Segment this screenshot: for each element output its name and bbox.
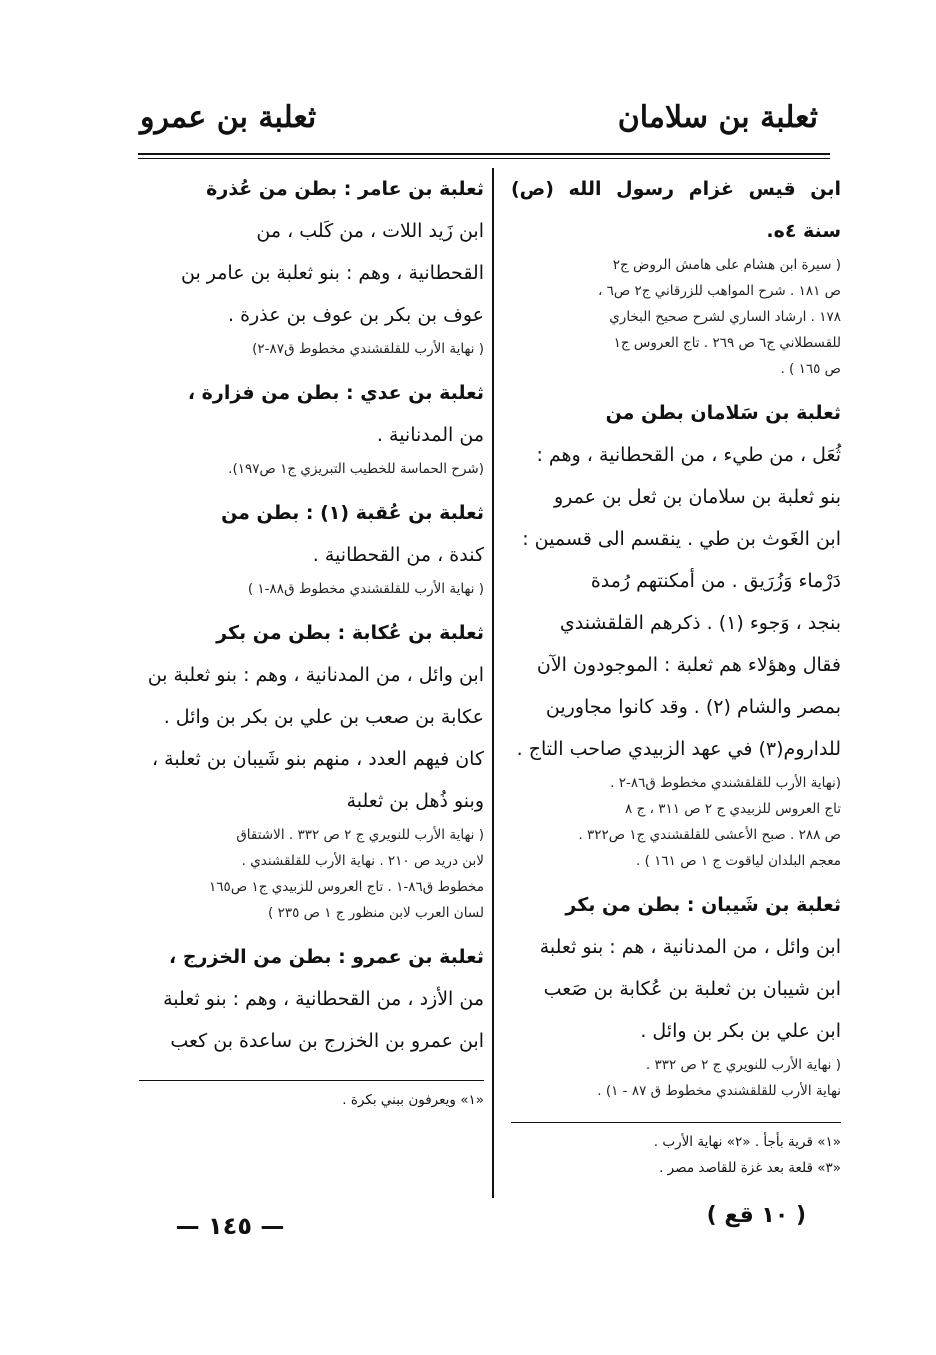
- entry-body-line: بمصر والشام (٢) . وقد كانوا مجاورين: [545, 696, 841, 718]
- entry-body-line: بنو ثعلبة بن سلامان بن ثعل بن عمرو: [553, 486, 841, 508]
- reference-line: ( نهاية الأرب للنويري ج ٢ ص ٣٣٢ .: [645, 1057, 841, 1073]
- entry: [511, 884, 841, 1114]
- entry-body-line: كان فيهم العدد ، منهم بنو شَيبان بن ثعلبة ،: [152, 748, 484, 770]
- reference-line: مخطوط ق٨٦-١ . تاج العروس للزبيدي ج١ ص١٦٥: [209, 879, 484, 895]
- entry-heading-line: ثعلبة بن عامر : بطن من عُذرة: [206, 178, 484, 200]
- entry-heading-line: ثعلبة بن عُكابة : بطن من بكر: [216, 622, 484, 644]
- entry-body-line: ثُعَل ، من طيء ، من القحطانية ، وهم :: [536, 444, 841, 466]
- running-header-right: ثعلبة بن سلامان: [617, 100, 818, 135]
- signature-mark: ( ١٠ قع ): [706, 1203, 806, 1228]
- entry-body-line: كندة ، من القحطانية .: [312, 544, 484, 566]
- running-header-left: ثعلبة بن عمرو: [140, 100, 317, 135]
- entry-body-line: من الأزد ، من القحطانية ، وهم : بنو ثعلبة: [163, 988, 484, 1010]
- entry: [139, 612, 484, 936]
- reference-line: لابن دريد ص ٢١٠ . نهاية الأرب للقلقشندي .: [241, 853, 484, 869]
- entry-body-line: ابن الغَوث بن طي . ينقسم الى قسمين :: [522, 528, 841, 550]
- reference-line: ١٧٨ . ارشاد الساري لشرح صحيح البخاري: [609, 309, 841, 325]
- entry-heading-line: ثعلبة بن عمرو : بطن من الخزرج ،: [169, 946, 484, 968]
- reference-line: ص ١٨١ . شرح المواهب للزرقاني ج٢ ص٦ ،: [597, 283, 841, 299]
- footnote: «٣» قلعة بعد غزة للقاصد مصر .: [659, 1160, 841, 1176]
- reference-line: تاج العروس للزبيدي ج ٢ ص ٣١١ ، ج ٨: [625, 801, 841, 817]
- reference-line: ( نهاية الأرب للقلقشندي مخطوط ق٨٨-١ ): [247, 581, 484, 597]
- header-rule-thin: [138, 158, 830, 159]
- entry-heading-line: ثعلبة بن شَيبان : بطن من بكر: [565, 894, 841, 916]
- entry-body-line: للداروم(٣) في عهد الزبيدي صاحب التاج .: [516, 738, 841, 760]
- entry: [139, 372, 484, 492]
- entry: [511, 392, 841, 884]
- entry: [139, 936, 484, 1072]
- reference-line: للقسطلاني ج٦ ص ٢٦٩ . تاج العروس ج١: [613, 335, 841, 351]
- entry-body-line: عكابة بن صعب بن علي بن بكر بن وائل .: [163, 706, 484, 728]
- entry-body-line: عوف بن بكر بن عوف بن عذرة .: [228, 304, 484, 326]
- footnote: «١» قرية بأجأ . «٢» نهاية الأرب .: [653, 1134, 841, 1150]
- reference-line: نهاية الأرب للقلقشندي مخطوط ق ٨٧ - ١) .: [597, 1083, 841, 1099]
- entry-body-line: ابن عمرو بن الخزرج بن ساعدة بن كعب: [170, 1030, 484, 1052]
- entry-heading-line: ثعلبة بن عُقبة (١) : بطن من: [221, 502, 484, 524]
- entry-heading-line: ابن قيس غزام رسول الله (ص) سنة ٤ه.: [511, 178, 841, 242]
- entry: [139, 492, 484, 612]
- entry-body-line: فقال وهؤلاء هم ثعلبة : الموجودون الآن: [536, 654, 841, 676]
- entry-body-line: ابن وائل ، من المدنانية ، هم : بنو ثعلبة: [539, 936, 841, 958]
- entry-heading-line: ثعلبة بن عدي : بطن من فزارة ،: [187, 382, 484, 404]
- reference-line: ( نهاية الأرب للنويري ج ٢ ص ٣٣٢ . الاشتقاق: [236, 827, 484, 843]
- entry-body-line: ابن شيبان بن ثعلبة بن عُكابة بن صَعب: [543, 978, 841, 1000]
- footnote-rule: [511, 1122, 841, 1123]
- footnote: «١» ويعرفون ببني بكرة .: [342, 1092, 484, 1108]
- column-divider: [492, 168, 494, 1198]
- entry-body-line: ابن زَيد اللات ، من كَلب ، من: [256, 220, 484, 242]
- reference-line: ص ٢٨٨ . صبح الأعشى للقلقشندي ج١ ص٣٢٢ .: [578, 827, 841, 843]
- entry: [139, 168, 484, 372]
- footnote-rule: [139, 1080, 484, 1081]
- reference-line: ( نهاية الأرب للقلقشندي مخطوط ق٨٧-٢): [252, 341, 484, 357]
- reference-line: (شرح الحماسة للخطيب التبريزي ج١ ص١٩٧).: [228, 461, 484, 477]
- right-column: [511, 168, 841, 1181]
- entry-body-line: من المدنانية .: [376, 424, 484, 446]
- page-number: — ١٤٥ —: [175, 1212, 285, 1240]
- reference-line: معجم البلدان لياقوت ج ١ ص ١٦١ ) .: [636, 853, 841, 869]
- reference-line: لسان العرب لابن منظور ج ١ ص ٢٣٥ ): [268, 905, 484, 921]
- entry-heading-line: ثعلبة بن سَلامان بطن من: [605, 402, 841, 424]
- reference-line: ص ١٦٥ ) .: [780, 361, 841, 377]
- entry-body-line: وبنو ذُهل بن ثعلبة: [346, 790, 484, 812]
- entry-body-line: ابن علي بن بكر بن وائل .: [640, 1020, 841, 1042]
- entry-body-line: بنجد ، وَجوء (١) . ذكرهم القلقشندي: [559, 612, 841, 634]
- header-rule: [138, 153, 830, 155]
- entry-body-line: دَرْماء وَزُرَيق . من أمكنتهم رُمدة: [590, 570, 841, 592]
- entry-body-line: القحطانية ، وهم : بنو ثعلبة بن عامر بن: [180, 262, 484, 284]
- entry-body-line: ابن وائل ، من المدنانية ، وهم : بنو ثعلبة بن: [147, 664, 484, 686]
- reference-line: ( سيرة ابن هشام على هامش الروض ج٢: [612, 257, 841, 273]
- left-column: [139, 168, 484, 1113]
- entry: [511, 168, 841, 392]
- reference-line: (نهاية الأرب للقلقشندي مخطوط ق٨٦-٢ .: [610, 775, 841, 791]
